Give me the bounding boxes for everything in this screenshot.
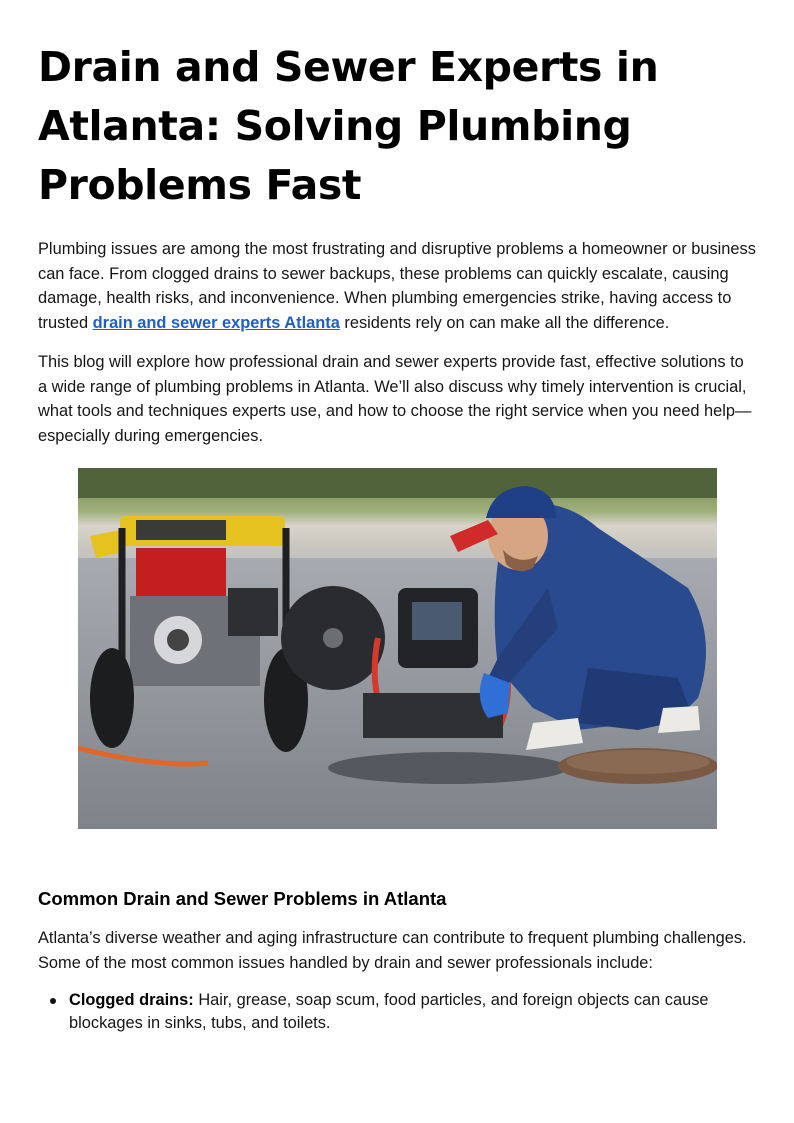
section-intro-paragraph: Atlanta’s diverse weather and aging infrastructure can contribute to frequent plumbing challenges. Some of the most common issues handled by drain and sewer professionals include: xyxy=(38,929,747,972)
overview-paragraph: This blog will explore how professional drain and sewer experts provide fast, effective solutions to a wide range of plumbing problems in Atlanta. We’ll also discuss why timely intervention is crucial, what tools and techniques experts use, and how to choose the right service when you need help—especially during emergencies. xyxy=(38,353,752,445)
drain-sewer-experts-link[interactable]: drain and sewer experts Atlanta xyxy=(92,313,340,332)
intro-text-before-link: Plumbing issues are among the most frustrating and disruptive problems a homeowner or business can face. From clogged drains to sewer backups, these problems can quickly escalate, causing damage, health risks, and inconvenience. When plumbing emergencies strike, having access to trusted xyxy=(38,240,756,332)
plumber-sewer-photo xyxy=(78,468,717,829)
section-heading: Common Drain and Sewer Problems in Atlanta xyxy=(38,888,447,909)
problem-list xyxy=(38,989,756,1035)
article-title: Drain and Sewer Experts in Atlanta: Solving Plumbing Problems Fast xyxy=(38,43,659,209)
bullet-icon xyxy=(50,998,56,1004)
list-item-term: Clogged drains: xyxy=(69,991,194,1009)
intro-text-after-link: residents rely on can make all the difference. xyxy=(339,313,670,332)
intro-paragraph xyxy=(38,237,756,335)
list-item-text: Hair, grease, soap scum, food particles, and foreign objects can cause blockages in sinks, tubs, and toilets. xyxy=(69,991,709,1032)
list-item xyxy=(38,989,756,1035)
